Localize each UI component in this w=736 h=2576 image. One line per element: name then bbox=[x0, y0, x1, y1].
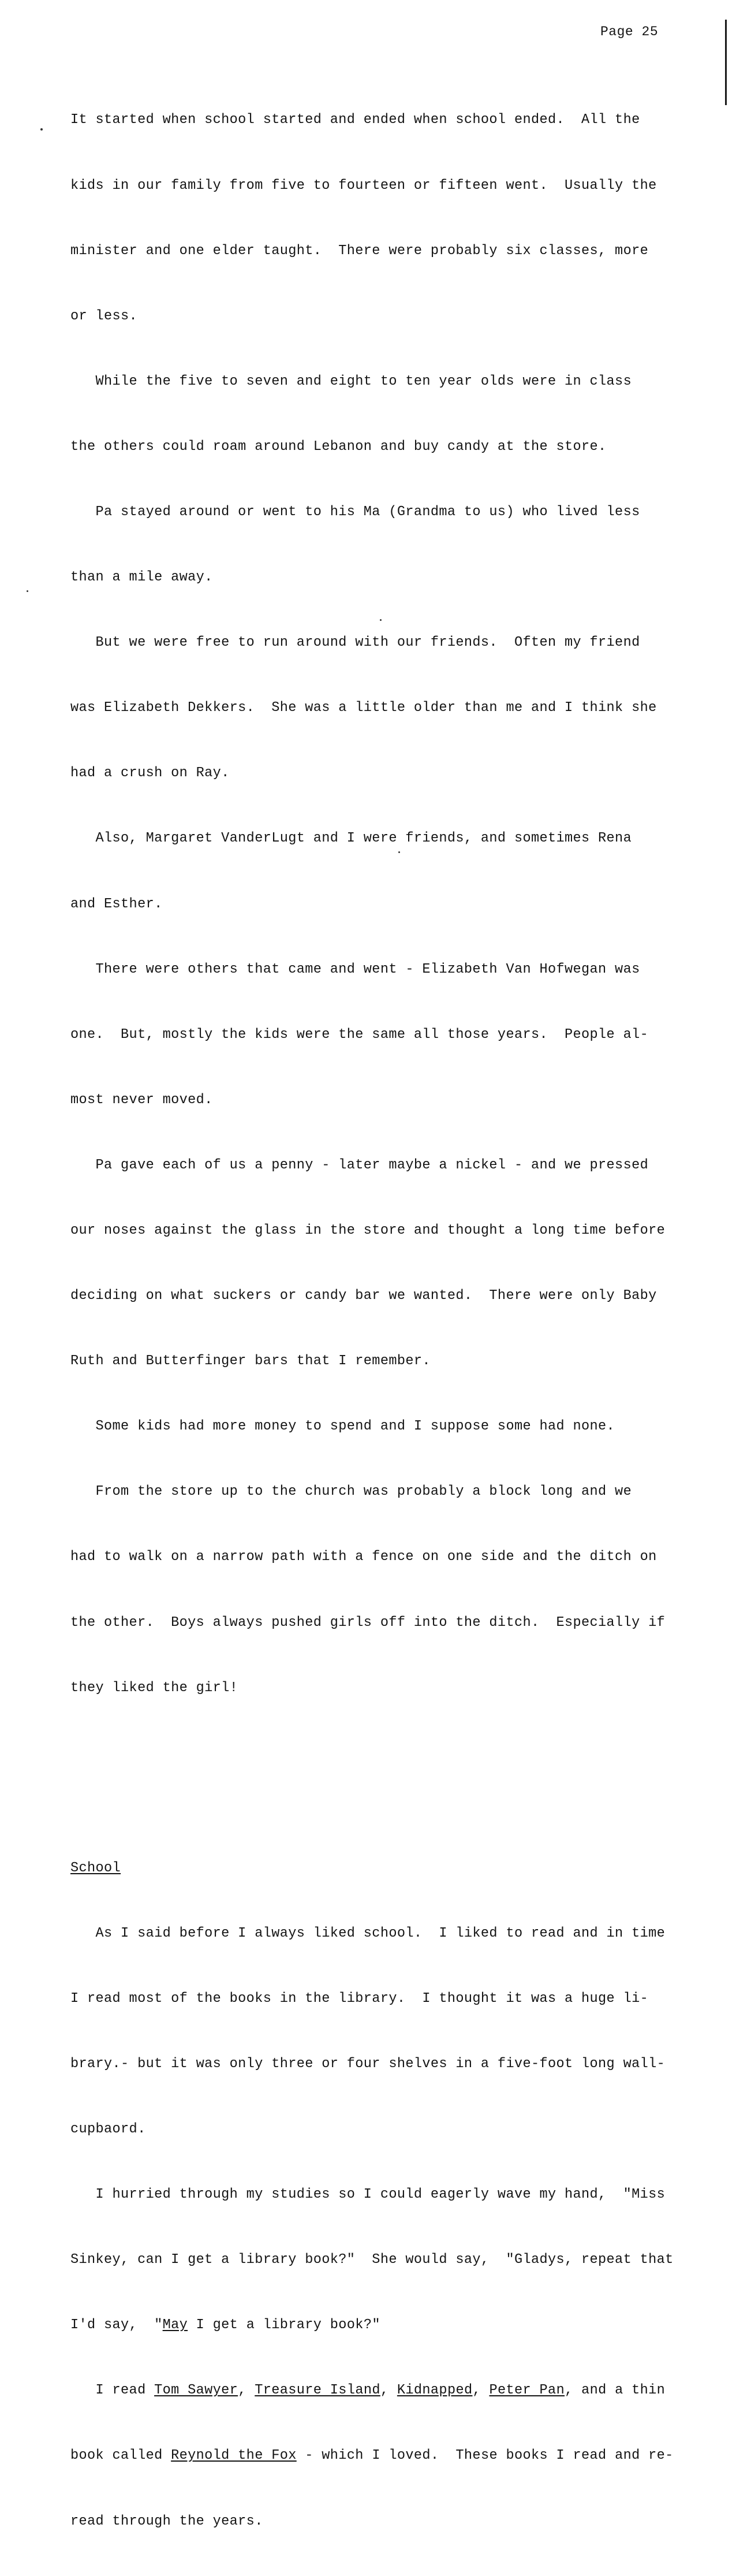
scan-edge-mark bbox=[725, 20, 727, 105]
text-line: I hurried through my studies so I could eagerly wave my hand, "Miss bbox=[70, 2187, 666, 2203]
text-line: There were others that came and went - Elizabeth Van Hofwegan was bbox=[70, 961, 640, 977]
document-body bbox=[70, 66, 717, 2576]
text-line: As I said before I always liked school. I liked to read and in time bbox=[70, 1925, 666, 1941]
text-line: Also, Margaret VanderLugt and I were friends, and sometimes Rena bbox=[70, 831, 632, 847]
text-line bbox=[70, 2445, 717, 2467]
text-line: read through the years. bbox=[70, 2513, 263, 2529]
text-line: deciding on what suckers or candy bar we wanted. There were only Baby bbox=[70, 1288, 657, 1304]
text-line bbox=[70, 2380, 717, 2402]
text-line: one. But, mostly the kids were the same all those years. People al- bbox=[70, 1026, 649, 1043]
book-title: Tom Sawyer bbox=[154, 2383, 238, 2399]
text-run: I read bbox=[70, 2383, 155, 2399]
section-heading-school bbox=[70, 1857, 717, 1879]
book-title: Reynold the Fox bbox=[171, 2448, 297, 2464]
text-line: It started when school started and ended when school ended. All the bbox=[70, 112, 640, 128]
text-line: was Elizabeth Dekkers. She was a little older than me and I think she bbox=[70, 700, 657, 716]
text-line: minister and one elder taught. There were probably six classes, more bbox=[70, 243, 649, 259]
section-gap bbox=[70, 1764, 717, 1792]
text-line: Pa gave each of us a penny - later maybe a nickel - and we pressed bbox=[70, 1157, 649, 1173]
text-run: , and a thin bbox=[565, 2383, 666, 2399]
text-line: Ruth and Butterfinger bars that I remember. bbox=[70, 1353, 431, 1369]
book-title: Peter Pan bbox=[489, 2383, 565, 2399]
scan-speck bbox=[40, 128, 43, 131]
text-line: But we were free to run around with our friends. Often my friend bbox=[70, 635, 640, 651]
book-title: Kidnapped bbox=[397, 2383, 473, 2399]
text-line: the others could roam around Lebanon and buy candy at the store. bbox=[70, 438, 607, 455]
text-line: Some kids had more money to spend and I suppose some had none. bbox=[70, 1419, 615, 1435]
text-line: and Esther. bbox=[70, 896, 163, 912]
text-line: brary.- but it was only three or four shelves in a five-foot long wall- bbox=[70, 2056, 666, 2072]
page-number: Page 25 bbox=[600, 24, 659, 39]
text-line: our noses against the glass in the store and thought a long time before bbox=[70, 1223, 666, 1238]
text-line: I read most of the books in the library. I thought it was a huge li- bbox=[70, 1990, 649, 2007]
text-line: they liked the girl! bbox=[70, 1680, 238, 1696]
text-run: , bbox=[380, 2383, 397, 2399]
section-heading-text: School bbox=[70, 1860, 121, 1876]
text-line: or less. bbox=[70, 308, 138, 324]
text-line: From the store up to the church was probably a block long and we bbox=[70, 1484, 632, 1500]
text-run: - which I loved. These books I read and re- bbox=[296, 2448, 674, 2464]
text-line: had a crush on Ray. bbox=[70, 765, 230, 781]
text-line: Pa stayed around or went to his Ma (Grandma to us) who lived less bbox=[70, 504, 640, 520]
book-title: Treasure Island bbox=[255, 2383, 380, 2399]
text-line: most never moved. bbox=[70, 1092, 213, 1108]
scan-speck bbox=[27, 590, 28, 592]
text-run: , bbox=[472, 2383, 490, 2399]
text-run: I get a library book?" bbox=[188, 2317, 380, 2333]
text-line: than a mile away. bbox=[70, 569, 213, 586]
text-line: Sinkey, can I get a library book?" She would say, "Gladys, repeat that bbox=[70, 2252, 674, 2268]
emphasized-word: May bbox=[162, 2317, 188, 2333]
text-line: cupbaord. bbox=[70, 2121, 146, 2137]
text-run: I'd say, " bbox=[70, 2317, 163, 2333]
text-line: had to walk on a narrow path with a fence on one side and the ditch on bbox=[70, 1549, 657, 1565]
text-line bbox=[70, 2314, 717, 2336]
text-run: , bbox=[238, 2383, 255, 2399]
text-run: book called bbox=[70, 2448, 171, 2464]
text-line: kids in our family from five to fourteen or fifteen went. Usually the bbox=[70, 177, 657, 193]
text-line: the other. Boys always pushed girls off into the ditch. Especially if bbox=[70, 1614, 666, 1631]
text-line: While the five to seven and eight to ten year olds were in class bbox=[70, 373, 632, 389]
